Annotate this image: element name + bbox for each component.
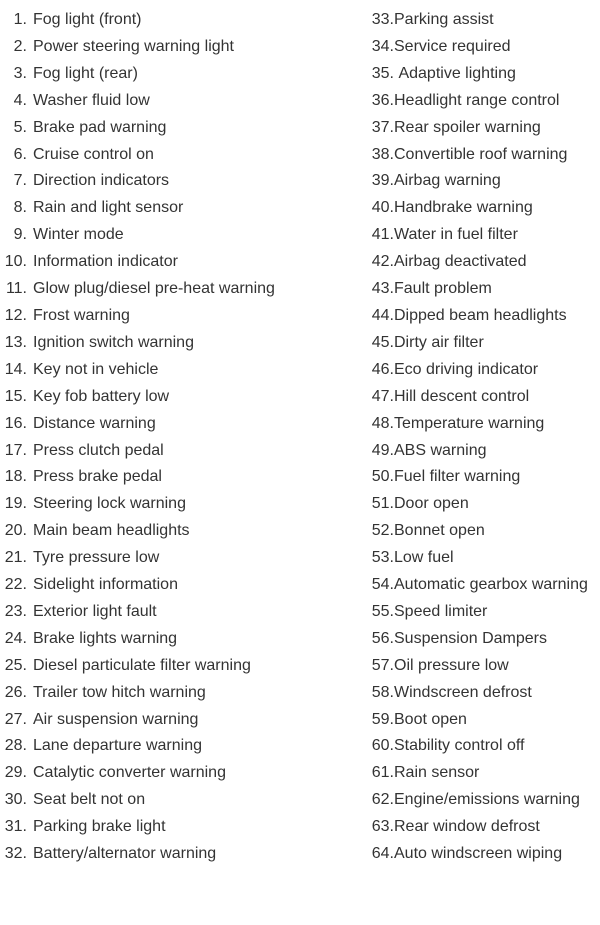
item-number: 38. [371, 145, 394, 163]
list-item [0, 841, 350, 868]
list-item [355, 411, 600, 438]
item-number: 36. [371, 91, 394, 109]
list-item [0, 88, 350, 115]
item-label: Headlight range control [394, 91, 560, 109]
item-number: 58. [371, 683, 394, 701]
list-item [355, 680, 600, 707]
item-label: Catalytic converter warning [33, 764, 226, 782]
item-number: 29. [4, 764, 27, 782]
list-item [0, 545, 350, 572]
item-number: 61. [371, 764, 394, 782]
item-number: 17. [4, 441, 27, 459]
item-label: Dirty air filter [394, 333, 484, 351]
list-item [0, 760, 350, 787]
list-item [355, 384, 600, 411]
list-item [0, 464, 350, 491]
item-number: 46. [371, 360, 394, 378]
item-number: 51. [371, 495, 394, 513]
item-label: Distance warning [33, 414, 156, 432]
list-item [0, 572, 350, 599]
list-item [355, 545, 600, 572]
list-item [355, 760, 600, 787]
list-item [0, 330, 350, 357]
warning-lights-list-left [0, 7, 350, 868]
item-label: Sidelight information [33, 576, 178, 594]
item-label: Tyre pressure low [33, 549, 160, 567]
item-label: Engine/emissions warning [394, 791, 580, 809]
item-number: 2. [13, 37, 27, 55]
list-item [355, 814, 600, 841]
item-number: 45. [371, 333, 394, 351]
list-item [355, 518, 600, 545]
item-number: 55. [371, 602, 394, 620]
item-number: 27. [4, 710, 27, 728]
item-label: Fuel filter warning [394, 468, 521, 486]
item-number: 18. [4, 468, 27, 486]
item-label: Trailer tow hitch warning [33, 683, 206, 701]
item-label: Main beam headlights [33, 522, 190, 540]
item-label: Rain sensor [394, 764, 480, 782]
item-label: Eco driving indicator [394, 360, 539, 378]
item-label: Auto windscreen wiping [394, 845, 563, 863]
item-number: 53. [371, 549, 394, 567]
list-item [0, 599, 350, 626]
item-number: 19. [4, 495, 27, 513]
item-number: 54. [371, 576, 394, 594]
item-label: Bonnet open [394, 522, 485, 540]
item-label: Battery/alternator warning [33, 845, 217, 863]
item-label: Door open [394, 495, 469, 513]
item-number: 39. [371, 172, 394, 190]
item-label: Air suspension warning [33, 710, 199, 728]
item-number: 30. [4, 791, 27, 809]
item-number: 3. [13, 64, 27, 82]
list-item [0, 222, 350, 249]
item-number: 41. [371, 226, 394, 244]
item-number: 21. [4, 549, 27, 567]
list-item [355, 222, 600, 249]
list-item [355, 464, 600, 491]
item-number: 1. [13, 11, 27, 28]
item-label: Adaptive lighting [394, 64, 516, 82]
item-label: Washer fluid low [33, 91, 150, 109]
item-number: 37. [371, 118, 394, 136]
list-item [355, 841, 600, 868]
item-label: Diesel particulate filter warning [33, 656, 251, 674]
item-number: 12. [4, 306, 27, 324]
item-number: 52. [371, 522, 394, 540]
item-number: 47. [371, 387, 394, 405]
item-label: Rain and light sensor [33, 199, 184, 217]
item-label: Fog light (front) [33, 11, 142, 28]
item-number: 8. [13, 199, 27, 217]
list-item [355, 168, 600, 195]
list-item [0, 491, 350, 518]
item-label: Ignition switch warning [33, 333, 194, 351]
item-label: Rear spoiler warning [394, 118, 541, 136]
list-item [0, 814, 350, 841]
item-label: Steering lock warning [33, 495, 186, 513]
list-item [355, 34, 600, 61]
item-label: Rear window defrost [394, 818, 540, 836]
item-number: 42. [371, 253, 394, 271]
list-item [355, 438, 600, 465]
item-label: Exterior light fault [33, 602, 157, 620]
item-label: Handbrake warning [394, 199, 533, 217]
list-item [355, 88, 600, 115]
item-label: Winter mode [33, 226, 124, 244]
item-number: 56. [371, 629, 394, 647]
list-item [355, 787, 600, 814]
list-item [0, 142, 350, 169]
item-number: 43. [371, 280, 394, 298]
item-number: 60. [371, 737, 394, 755]
list-item [0, 653, 350, 680]
item-label: Press brake pedal [33, 468, 162, 486]
item-number: 4. [13, 91, 27, 109]
item-label: Airbag deactivated [394, 253, 527, 271]
item-number: 63. [371, 818, 394, 836]
item-label: Lane departure warning [33, 737, 203, 755]
item-number: 44. [371, 306, 394, 324]
list-item [0, 34, 350, 61]
item-number: 33. [371, 11, 394, 28]
item-number: 34. [371, 37, 394, 55]
item-number: 49. [371, 441, 394, 459]
item-label: ABS warning [394, 441, 487, 459]
item-label: Windscreen defrost [394, 683, 532, 701]
item-label: Boot open [394, 710, 467, 728]
list-item [0, 115, 350, 142]
item-label: Water in fuel filter [394, 226, 518, 244]
item-label: Glow plug/diesel pre-heat warning [33, 280, 275, 298]
item-number: 40. [371, 199, 394, 217]
list-item [355, 195, 600, 222]
list-item [0, 195, 350, 222]
item-label: Information indicator [33, 253, 178, 271]
item-number: 50. [371, 468, 394, 486]
list-item [355, 572, 600, 599]
item-label: Temperature warning [394, 414, 545, 432]
list-item [0, 518, 350, 545]
item-number: 20. [4, 522, 27, 540]
list-item [0, 733, 350, 760]
item-label: Press clutch pedal [33, 441, 164, 459]
item-number: 7. [13, 172, 27, 190]
list-item [0, 249, 350, 276]
item-number: 9. [13, 226, 27, 244]
item-number: 6. [13, 145, 27, 163]
item-number: 10. [4, 253, 27, 271]
item-label: Key not in vehicle [33, 360, 159, 378]
list-item [0, 411, 350, 438]
item-label: Key fob battery low [33, 387, 170, 405]
list-item [0, 680, 350, 707]
list-item [0, 707, 350, 734]
list-item [0, 7, 350, 34]
list-item [0, 61, 350, 88]
list-item [355, 61, 600, 88]
list-item [0, 168, 350, 195]
item-number: 13. [4, 333, 27, 351]
item-label: Dipped beam headlights [394, 306, 567, 324]
list-item [355, 599, 600, 626]
item-label: Convertible roof warning [394, 145, 568, 163]
list-item [0, 626, 350, 653]
item-label: Fog light (rear) [33, 64, 138, 82]
item-label: Brake pad warning [33, 118, 167, 136]
item-label: Service required [394, 37, 511, 55]
item-label: Stability control off [394, 737, 525, 755]
list-item [355, 142, 600, 169]
list-item [355, 115, 600, 142]
warning-lights-list-right [355, 7, 600, 868]
item-number: 59. [371, 710, 394, 728]
list-item [355, 733, 600, 760]
list-item [355, 249, 600, 276]
item-label: Parking brake light [33, 818, 166, 836]
list-item [355, 653, 600, 680]
list-item [355, 491, 600, 518]
item-label: Airbag warning [394, 172, 501, 190]
item-number: 57. [371, 656, 394, 674]
list-item [355, 626, 600, 653]
item-number: 35. [371, 64, 394, 82]
item-label: Cruise control on [33, 145, 154, 163]
item-number: 11. [5, 280, 27, 298]
item-label: Speed limiter [394, 602, 488, 620]
list-item [355, 7, 600, 34]
list-item [355, 303, 600, 330]
item-number: 25. [4, 656, 27, 674]
item-number: 16. [4, 414, 27, 432]
item-label: Seat belt not on [33, 791, 146, 809]
item-label: Brake lights warning [33, 629, 178, 647]
item-number: 26. [4, 683, 27, 701]
item-number: 15. [4, 387, 27, 405]
list-item [355, 276, 600, 303]
item-number: 14. [4, 360, 27, 378]
item-label: Suspension Dampers [394, 629, 547, 647]
item-label: Fault problem [394, 280, 492, 298]
list-item [0, 357, 350, 384]
list-item [0, 787, 350, 814]
item-number: 62. [371, 791, 394, 809]
item-label: Oil pressure low [394, 656, 509, 674]
item-number: 23. [4, 602, 27, 620]
item-label: Power steering warning light [33, 37, 234, 55]
item-label: Parking assist [394, 11, 494, 28]
list-item [355, 707, 600, 734]
item-number: 64. [371, 845, 394, 863]
item-label: Direction indicators [33, 172, 170, 190]
item-number: 31. [4, 818, 27, 836]
list-item [0, 303, 350, 330]
item-number: 48. [371, 414, 394, 432]
list-item [355, 357, 600, 384]
list-item [355, 330, 600, 357]
list-item [0, 276, 350, 303]
list-item [0, 438, 350, 465]
item-label: Automatic gearbox warning [394, 576, 588, 594]
item-number: 24. [4, 629, 27, 647]
item-label: Low fuel [394, 549, 454, 567]
item-number: 32. [4, 845, 27, 863]
item-number: 28. [4, 737, 27, 755]
item-label: Frost warning [33, 306, 130, 324]
item-label: Hill descent control [394, 387, 530, 405]
item-number: 5. [13, 118, 27, 136]
item-number: 22. [4, 576, 27, 594]
list-item [0, 384, 350, 411]
